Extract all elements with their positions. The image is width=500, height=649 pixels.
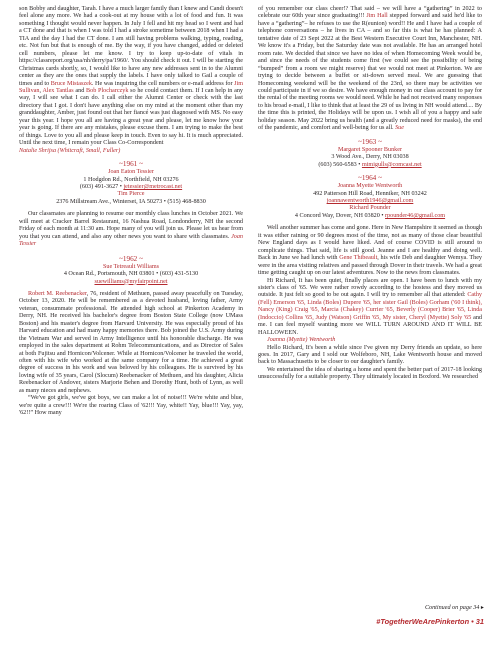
- class-1963-rep-address: 3 Wood Ave., Derry, NH 03038: [331, 154, 409, 161]
- joanna-sig: Joanna (Myette) Wentworth: [267, 337, 336, 344]
- class-1962-heading: ~1962 ~: [119, 254, 143, 263]
- name-alex: Alex Tantlas: [42, 87, 74, 94]
- class-1961-rep2-name: Tim Pierce: [117, 191, 145, 198]
- class-1962-rep-email[interactable]: suewilliams@myfairpoint.net: [94, 278, 168, 285]
- class-1961-heading: ~1961 ~: [119, 160, 143, 169]
- class-1964-rep1-email[interactable]: joannawentworth1946@gmail.com: [326, 197, 414, 204]
- right-column: [258, 6, 482, 382]
- class-1964-rep2-name: Richard Pounder: [349, 205, 391, 212]
- class-1961-rep2-address: 2376 Millstream Ave., Winterset, IA 50273 • (515) 468-8830: [56, 198, 206, 205]
- class-1961-body: Our classmates are planning to resume our monthly class lunches in October 2021. We will meet at Cracker Barrel Restaurant, 16 Nashua Road, Londonderry, NH the second Friday of each month at 11:30 am. Hope many of you will join us. Please let us hear from you that you can attend, and also any other news you want to share with classmates. Joan Tessier: [19, 211, 243, 248]
- sue-sig: Sue: [395, 125, 404, 132]
- class-1964-rep1-name: Joanna Myette Wentworth: [337, 183, 403, 190]
- class-1964-rep2-contact: 4 Concord Way, Dover, NH 03820 • rpounder46@gmail.com: [294, 212, 446, 219]
- class-1964-rep2-email[interactable]: rpounder46@gmail.com: [385, 212, 446, 219]
- class-1964-body3: Hello Richard, It's been a while since I've given my Derry friends an update, so here goes. In 2017, Gary and I sold our Wolfeboro, NH, Lake Wentworth house and moved back to Massachusetts to be closer to our daughter's family.: [258, 344, 482, 366]
- intro-paragraph: son Bobby and daughter, Tarah. I have a much larger family than I knew and Candi doesn't feel alone any more. We had a cook-out at my house with a lot of food and fun. It was something I thought would never happen. In July I fell and hit my head so I went and had a CT done and that is when I was told I had a stroke sometime between 2018 when I had a TIA and the day I had the CT done. I am still having problems walking, typing, reading, etc. Not fun but that is enough of me. By the way, if you have changed, added or deleted cell numbers, please let me know. I try to keep up-to-date of vitals in https://classreport.org/usa/nh/derry/pa/1960/. You should check it out. I will be starting the Christmas cards shortly, so, I would like to have any new addresses sent in to the Alumni center as they are the ones that supply the labels. I have only talked to Gail a couple of times and to Bruce Mistaszek. He was inquiring the cell numbers or e-mail address for Jim Sullivan, Alex Tantlas and Bob Plocharczyk so he could contact them. If I can help in any way, I will see what I can do. I call either the Alumni Center or check with the last directory that I got. I don't have anything else on my mind at the moment other than my granddaughter, Amber, just found out that her fiancé was just diagnosed with MS. No easy year this year. I hope you all are having a great year and please, let me know how your year is going. If there are any mistakes, please excuse them. I am trying to make the best of things. Love to you all and please keep in touch. Even to say hi. It is much appreciated. Until the next time, I remain your Class Co-Correspondent: [19, 6, 243, 147]
- class-1961-sig: Joan Tessier: [19, 233, 243, 248]
- name-gene: Gene Thibeault: [339, 255, 378, 262]
- arrow-right-icon: ▸: [480, 605, 484, 611]
- class-1964-heading: ~1964 ~: [358, 174, 382, 183]
- class-1962-closing: “We've got girls, we've got boys, we can make a lot of noise!!! We're white and blue, we're quite a crew!!! We're the roaring Class of '62!!! Yay, white!! Yay, blue!!! Yay, yay, '62!!” How many: [19, 395, 243, 417]
- class-1962-continued: of you remember our class cheer!? That said – we will have a “gathering” in 2022 to celebrate our 60th year since graduating!!! Jim Hall stepped forward and said he'd like to have a “gathering”– he refuses to use the R(eunion) word!! He and I have had a couple of telephone conversations – he lives in CA – and so far this is what he has planned: A tentative date of 23 Sept 2022 at the Best Western Executive Court Inn, Manchester, NH. We know it's a Friday, but the Saturday date was not available. He has an arranged hotel room rate. We decided that since we have no idea of when Homecoming Week would be, and since the needs of the students come first (we could see the possibility of being “bumped” from a room we might reserve) that we would not meet at Pinkerton. We are trying to decide between a buffet or sit-down served meal. We are guessing that Homecoming weekend will be the weekend of the 23rd, so there may be activities we could participate in if we so desire. We have enough money in our class account to pay for the rental of the meeting rooms we would need. While he had not received many responses to his broad e-mail, I like to think that at least the 29 of us living in NH would attend.... By the time this is printed, the Holidays will be upon us. I wish all of you a happy and safe holiday season. May 2022 bring us health (and a greatly reduced need for masks), the end of the pandemic, and comfort and well-being for us all. Sue: [258, 6, 482, 132]
- class-1961-rep1-address: 1 Hodgdon Rd., Northfield, NH 03276: [83, 176, 179, 183]
- class-1961-rep1-email[interactable]: jetessier@metrocast.net: [123, 183, 183, 190]
- class-1963-rep-email[interactable]: mimigulls@comcast.net: [361, 161, 422, 168]
- name-jim-sullivan: Jim Sullivan: [19, 80, 243, 94]
- name-bruce: Bruce Mistaszek: [50, 80, 92, 87]
- class-1961-rep1-name: Joan Eaton Tessier: [108, 169, 154, 176]
- class-1964-rep1-address: 492 Patterson Hill Road, Henniker, NH 03242: [313, 190, 427, 197]
- signature: Natalie Shrijsa (Whitcraft, Small, Fuller): [19, 147, 121, 154]
- class-1963-rep-contact: (603) 560-6583 • mimigulls@comcast.net: [318, 161, 422, 168]
- class-1964-body2: Hi Richard, It has been quiet, finally places are open. I have been to lunch with my sister's class of '65. We were rather rowdy according to the hostess and they moved us outside. It just felt so good to be out again. I will try to remember all that attended: Cathy (Fell) Emerson '65, Linda (Boles) Dupere '65, her sister Gail (Boles) Gorham ('60 I think), Nancy (King) Craig '65, Marcia (Chakey) Currier '65, Beverly (Cooper) Brier '65, Linda (Indoccio) Collins '65, Judy (Watson) Griffin '65, My sister, Cheryl (Myette) Soly '65 and me. I can feel myself wanting more we WILL TURN AROUND AND IT WILL BE HALLOWEEN.: [258, 277, 482, 336]
- name-jim-hall: Jim Hall: [366, 13, 388, 20]
- continued-note: Continued on page 34 ▸: [424, 605, 484, 611]
- class-1961-rep1-contact: (603) 491-3627 • jetessier@metrocast.net: [79, 183, 183, 190]
- class-1964-body4: We entertained the idea of sharing a home and spent the better part of 2017-18 looking unsuccessfully for a suitable property. They ultimately located in Boxford. We researched: [258, 366, 482, 381]
- class-1964-body1: Well another summer has come and gone. Here in New Hampshire it seemed as though it was either raining or 90 degrees most of the time, not as many of those clear beautiful New England days as I would have liked. And of course COVID is still around to complicate things. That said, life is still good. Jeanne and I are healthy and doing well. Back in June we had lunch with Gene Thibeault, his wife Deb and daughter Wemya. They were in the area visiting relatives and passed through Dover in their travels. We had a great time getting caught up on our latest adventures. Now to the news from classmates.: [258, 225, 482, 277]
- obit-name: Robert M. Reebenacker: [28, 290, 87, 297]
- left-column: [19, 6, 243, 418]
- name-bob: Bob Plocharczyk: [86, 87, 129, 94]
- attendee-names: Cathy (Fell) Emerson '65, Linda (Boles) Dupere '65, her sister Gail (Boles) Gorham ('60 I think), Nancy (King) Craig '65, Marcia (Chakey) Currier '65, Beverly (Cooper) Brier '65, Linda (Indoccio) Collins '65, Judy (Watson) Griffin '65, My sister, Cheryl (Myette) Soly '65: [258, 292, 482, 321]
- class-1962-rep-contact: 4 Ocean Rd., Portsmouth, NH 03801 • (603) 431-5130: [63, 271, 199, 278]
- class-1962-rep-name: Sue Tetreault Williams: [102, 263, 160, 270]
- footer-hashtag-page: #TogetherWeArePinkerton • 31: [376, 617, 484, 626]
- class-1963-heading: ~1963 ~: [358, 137, 382, 146]
- class-1962-obituary: Robert M. Reebenacker, 76, resident of Methuen, passed away peacefully on Tuesday, October 13, 2020. He will be remembered as a devoted husband, loving father, Army veteran, consummate professional. He attended high school at Pinkerton Academy in Derry, NH. He received his bachelor's degree from Boston State College (now UMass Boston) and his master's degree from Harvard University. He was especially proud of his Harvard education and had many happy memories there. Bob joined the U.S. Army during the Vietnam War and served in Army Intelligence until his honorable discharge. He was employed in the sales department at Rohm Telecommunications, and as Director of Sales at both Fujitsu and Hornicon/Volcener. While at Hornicon/Volcener he traveled the world, often with his wife who worked at the same company for a time. He achieved a great degree of success in his work and was beloved by his colleagues. He is survived by his loving wife of 35 years, Carol (Slocum) Reebenacker of Methuen, and his daughter, Alicia Reebenacker of Andover, sisters Marjorie Behen and Dorothy Hunt, both of Lynn, as well as many nieces and nephews.: [19, 290, 243, 394]
- class-1963-rep-name: Margaret Spooner Bunker: [337, 146, 402, 153]
